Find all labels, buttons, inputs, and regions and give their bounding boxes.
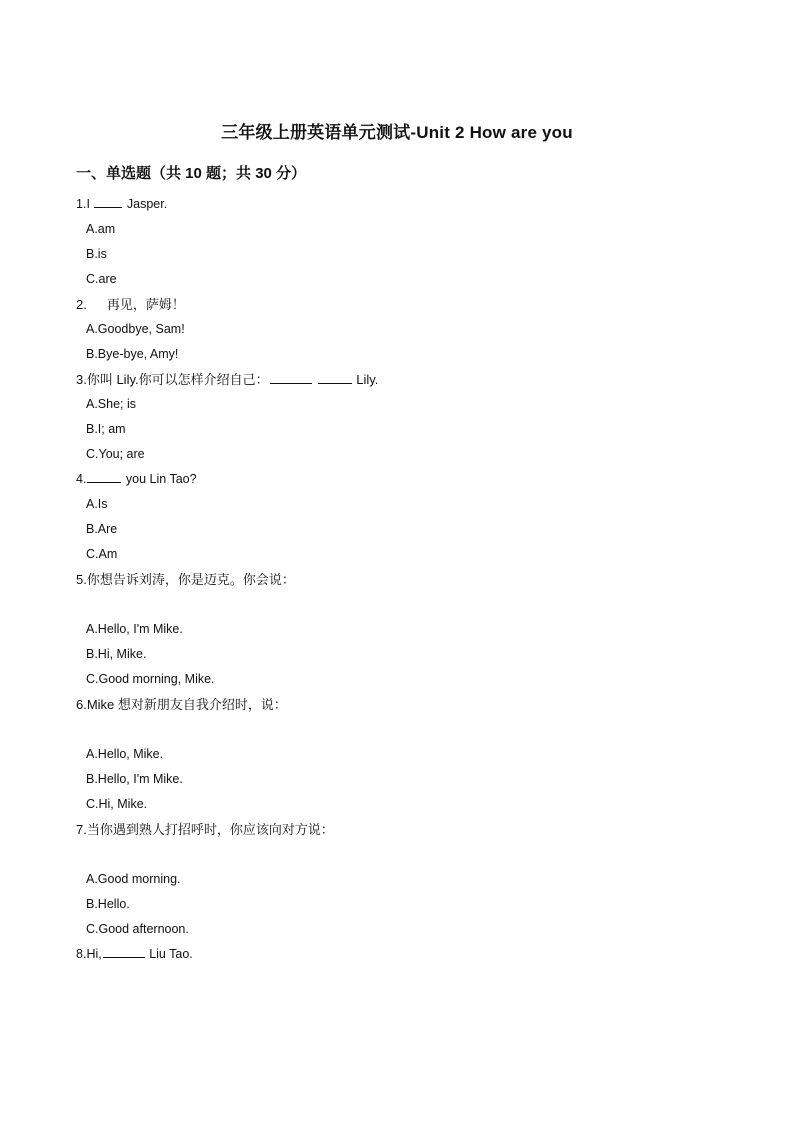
question-number: 1. [76, 197, 87, 211]
question-number: 7. [76, 822, 87, 837]
question-5 [76, 567, 736, 692]
option-b: B.Bye-bye, Amy! [86, 347, 179, 361]
option-a: A.Hello, Mike. [86, 747, 164, 761]
page-title: 三年级上册英语单元测试-Unit 2 How are you [221, 123, 573, 142]
option-a: A.Hello, I'm Mike. [86, 622, 183, 636]
question-number: 3. [76, 372, 87, 387]
question-stem [76, 367, 736, 392]
answer-blank [103, 944, 145, 958]
question-stem [76, 467, 736, 492]
option-b: B.I; am [86, 422, 126, 436]
option-a: A.Goodbye, Sam! [86, 322, 185, 336]
option-a: A.Good morning. [86, 872, 181, 886]
question-list [76, 192, 736, 967]
option-a: A.am [86, 222, 116, 236]
option-b: B.is [86, 247, 107, 261]
question-1 [76, 192, 736, 292]
stem-text: Mike 想对新朋友自我介绍时，说： [86, 697, 287, 712]
question-7 [76, 817, 736, 942]
stem-text: Hi, [86, 947, 102, 961]
answer-blank [87, 469, 121, 483]
option-c: C.Good afternoon. [86, 922, 189, 936]
answer-blank [94, 194, 122, 208]
stem-text: Jasper. [123, 197, 168, 211]
question-number: 4. [76, 472, 87, 486]
stem-text: 当你遇到熟人打招呼时，你应该向对方说： [86, 822, 334, 837]
question-stem [76, 817, 736, 842]
stem-text: I [86, 197, 94, 211]
stem-text: 你叫 Lily.你可以怎样介绍自己： [86, 372, 269, 387]
question-stem [76, 192, 736, 217]
question-stem [76, 567, 736, 592]
question-8 [76, 942, 736, 967]
option-b: B.Hello. [86, 897, 130, 911]
option-c: C.Hi, Mike. [86, 797, 148, 811]
stem-text: 你想告诉刘涛，你是迈克。你会说： [86, 572, 295, 587]
question-stem [76, 942, 736, 967]
stem-text: you Lin Tao? [122, 472, 197, 486]
question-number: 5. [76, 572, 87, 587]
option-c: C.Good morning, Mike. [86, 672, 215, 686]
stem-text: 再见，萨姆！ [106, 297, 185, 312]
stem-text: Liu Tao. [145, 947, 193, 961]
question-stem [76, 292, 736, 317]
question-2 [76, 292, 736, 367]
option-b: B.Hello, I'm Mike. [86, 772, 183, 786]
question-3 [76, 367, 736, 467]
question-4 [76, 467, 736, 567]
option-a: A.She; is [86, 397, 137, 411]
question-number: 8. [76, 947, 87, 961]
option-b: B.Are [86, 522, 118, 536]
option-b: B.Hi, Mike. [86, 647, 147, 661]
option-c: C.You; are [86, 447, 145, 461]
question-stem [76, 692, 736, 717]
option-c: C.Am [86, 547, 118, 561]
answer-blank [270, 370, 312, 384]
answer-blank [318, 370, 352, 384]
question-number: 6. [76, 697, 87, 712]
section-heading: 一、单选题（共 10 题；共 30 分） [76, 165, 307, 182]
option-c: C.are [86, 272, 117, 286]
stem-text: Lily. [352, 372, 379, 387]
question-number: 2. [76, 297, 87, 312]
option-a: A.Is [86, 497, 108, 511]
question-6 [76, 692, 736, 817]
